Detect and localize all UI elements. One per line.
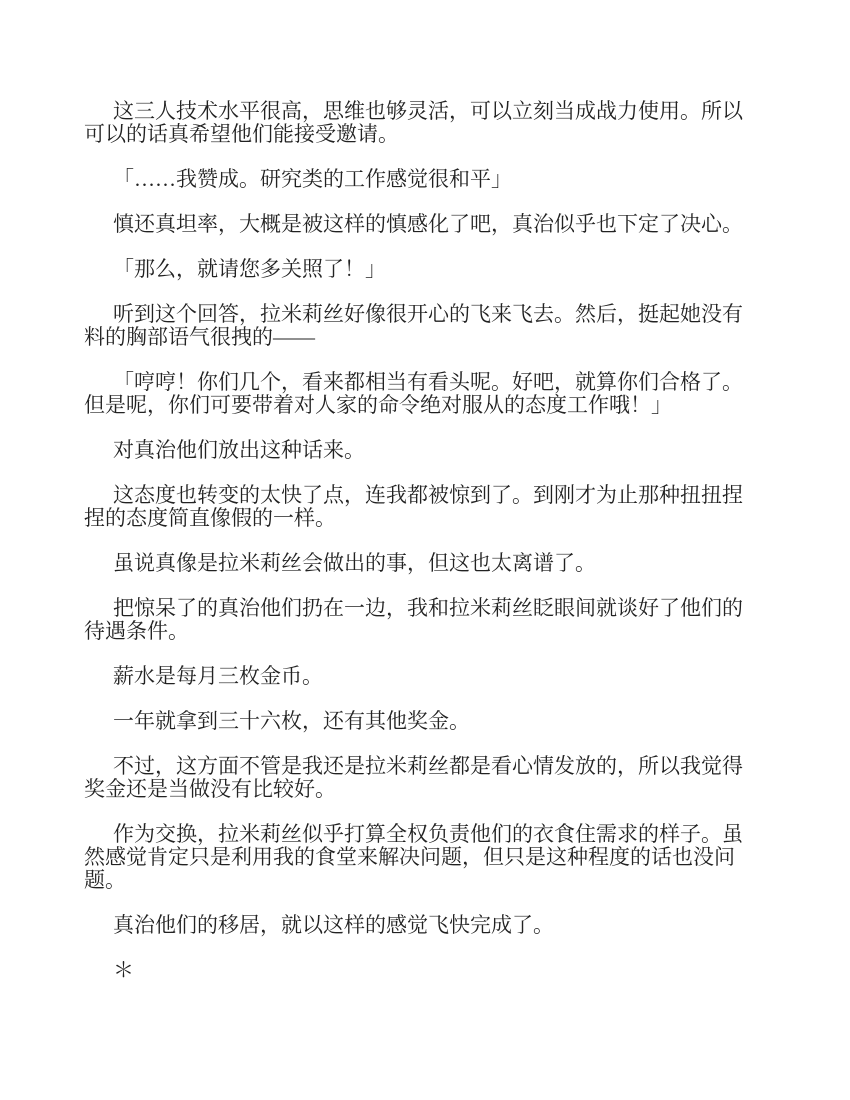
text-line: 然感觉肯定只是利用我的食堂来解决问题，但只是这种程度的话也没问 [84, 845, 735, 869]
text-line: 真治他们的移居，就以这样的感觉飞快完成了。 [113, 913, 554, 937]
text-line: 薪水是每月三枚金币。 [113, 664, 323, 688]
paragraph [84, 665, 774, 688]
paragraph-dialogue [84, 168, 774, 191]
paragraph [84, 100, 774, 146]
text-line: 「……我赞成。研究类的工作感觉很和平」 [113, 167, 512, 191]
text-line: 待遇条件。 [84, 619, 189, 643]
paragraph [84, 597, 774, 643]
text-line: 但是呢，你们可要带着对人家的命令绝对服从的态度工作哦！」 [84, 393, 672, 417]
text-line: 题。 [84, 868, 126, 892]
section-break-asterisk: ＊ [113, 958, 134, 982]
paragraph [84, 823, 774, 892]
paragraph [84, 439, 774, 462]
text-line: 「哼哼！你们几个，看来都相当有看头呢。好吧，就算你们合格了。 [113, 370, 743, 394]
text-line: 不过，这方面不管是我还是拉米莉丝都是看心情发放的，所以我觉得 [113, 754, 743, 778]
text-line: 一年就拿到三十六枚，还有其他奖金。 [113, 709, 470, 733]
text-line: 料的胸部语气很拽的—— [84, 325, 315, 349]
page-text-block [84, 100, 774, 1004]
text-line: 这态度也转变的太快了点，连我都被惊到了。到刚才为止那种扭扭捏 [113, 483, 743, 507]
paragraph-dialogue [84, 371, 774, 417]
text-line: 把惊呆了的真治他们扔在一边，我和拉米莉丝眨眼间就谈好了他们的 [113, 596, 743, 620]
section-break [84, 959, 774, 982]
text-line: 奖金还是当做没有比较好。 [84, 777, 336, 801]
paragraph [84, 303, 774, 349]
text-line: 对真治他们放出这种话来。 [113, 438, 365, 462]
text-line: 听到这个回答，拉米莉丝好像很开心的飞来飞去。然后，挺起她没有 [113, 302, 743, 326]
text-line: 捏的态度简直像假的一样。 [84, 506, 336, 530]
paragraph [84, 914, 774, 937]
text-line: 作为交换，拉米莉丝似乎打算全权负责他们的衣食住需求的样子。虽 [113, 822, 743, 846]
text-line: 这三人技术水平很高，思维也够灵活，可以立刻当成战力使用。所以 [113, 99, 743, 123]
paragraph [84, 552, 774, 575]
paragraph [84, 755, 774, 801]
text-line: 慎还真坦率，大概是被这样的慎感化了吧，真治似乎也下定了决心。 [113, 212, 743, 236]
paragraph-dialogue [84, 258, 774, 281]
paragraph [84, 710, 774, 733]
text-line: 虽说真像是拉米莉丝会做出的事，但这也太离谱了。 [113, 551, 596, 575]
paragraph [84, 213, 774, 236]
paragraph [84, 484, 774, 530]
text-line: 可以的话真希望他们能接受邀请。 [84, 122, 399, 146]
text-line: 「那么，就请您多关照了！」 [113, 257, 386, 281]
